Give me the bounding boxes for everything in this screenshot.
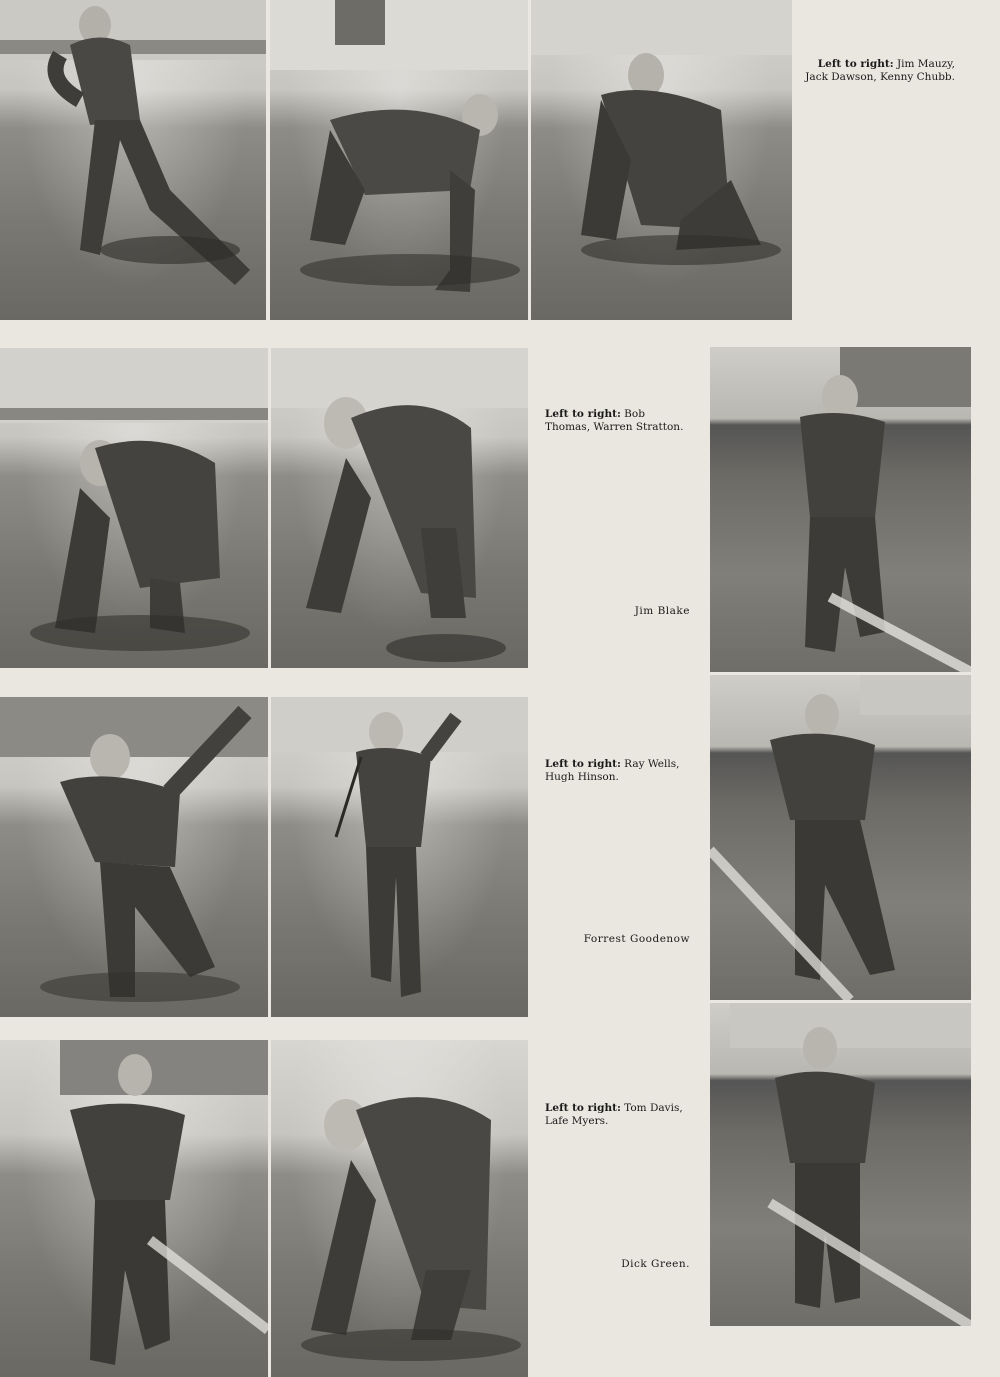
caption-names: Jim Mauzy, Jack Dawson, Kenny Chubb.: [805, 58, 955, 83]
photo-hugh-hinson: [271, 697, 528, 1017]
name-jim-blake: Jim Blake: [634, 605, 690, 617]
photo-jim-blake: [710, 347, 971, 672]
name-dick-green: Dick Green.: [621, 1258, 690, 1270]
caption-names: Tom Davis, Lafe Myers.: [545, 1102, 683, 1127]
athlete-figure: [0, 697, 268, 1017]
athlete-figure: [270, 0, 528, 320]
caption-row2: [545, 408, 685, 434]
caption-lead: Left to right:: [545, 1102, 621, 1114]
caption-lead: Left to right:: [545, 408, 621, 420]
athlete-figure: [271, 1040, 528, 1377]
photo-lafe-myers: [271, 1040, 528, 1377]
photo-tom-davis: [0, 1040, 268, 1377]
photo-ray-wells: [0, 697, 268, 1017]
caption-lead: Left to right:: [545, 758, 621, 770]
athlete-figure: [271, 348, 528, 668]
caption-names: Ray Wells, Hugh Hinson.: [545, 758, 680, 783]
athlete-figure: [710, 1003, 971, 1326]
photo-jack-dawson: [270, 0, 528, 320]
caption-row1: [805, 58, 955, 84]
caption-row3: [545, 758, 685, 784]
photo-jim-mauzy: [0, 0, 266, 320]
name-forrest-goodenow: Forrest Goodenow: [583, 933, 690, 945]
athlete-figure: [710, 347, 971, 672]
photo-warren-stratton: [271, 348, 528, 668]
photo-forrest-goodenow: [710, 675, 971, 1000]
athlete-figure: [271, 697, 528, 1017]
athlete-figure: [710, 675, 971, 1000]
athlete-figure: [531, 0, 792, 320]
caption-lead: Left to right:: [817, 58, 894, 70]
caption-row4: [545, 1102, 685, 1128]
photo-dick-green: [710, 1003, 971, 1326]
athlete-figure: [0, 0, 266, 320]
photo-kenny-chubb: [531, 0, 792, 320]
caption-names: Bob Thomas, Warren Stratton.: [545, 408, 684, 433]
athlete-figure: [0, 1040, 268, 1377]
photo-bob-thomas: [0, 348, 268, 668]
athlete-figure: [0, 348, 268, 668]
